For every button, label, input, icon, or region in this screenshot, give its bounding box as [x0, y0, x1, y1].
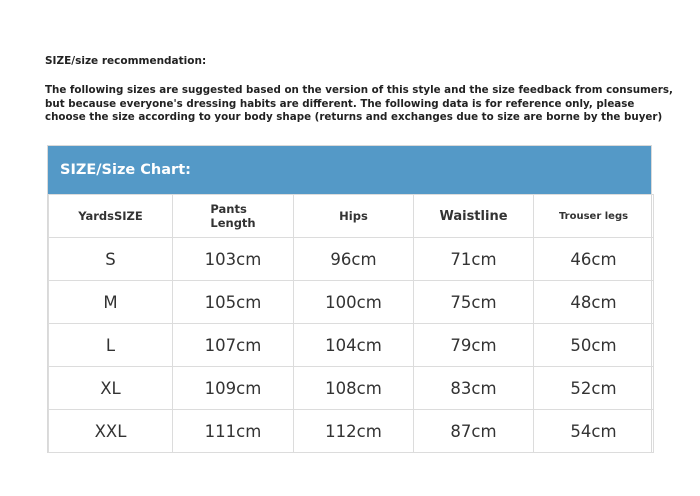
legs-cell: 52cm — [534, 367, 654, 410]
header-pants-length-line1: Pants — [210, 202, 247, 216]
waist-cell: 75cm — [414, 281, 534, 324]
size-cell: S — [49, 238, 173, 281]
table-row — [49, 410, 654, 453]
size-table — [48, 194, 654, 453]
header-size: YardsSIZE — [49, 195, 173, 238]
legs-cell: 48cm — [534, 281, 654, 324]
recommendation-line: choose the size according to your body shape (returns and exchanges due to size are borne by the buyer) — [45, 111, 663, 123]
legs-cell: 50cm — [534, 324, 654, 367]
recommendation-text — [45, 84, 673, 125]
length-cell: 109cm — [173, 367, 294, 410]
legs-cell: 54cm — [534, 410, 654, 453]
size-cell: XL — [49, 367, 173, 410]
header-hips: Hips — [294, 195, 414, 238]
length-cell: 103cm — [173, 238, 294, 281]
recommendation-line: but because everyone's dressing habits are different. The following data is for reference only, please — [45, 97, 635, 110]
header-pants-length-line2: Length — [210, 216, 256, 230]
waist-cell: 79cm — [414, 324, 534, 367]
size-cell: XXL — [49, 410, 173, 453]
length-cell: 111cm — [173, 410, 294, 453]
waist-cell: 83cm — [414, 367, 534, 410]
table-row — [49, 281, 654, 324]
table-row — [49, 324, 654, 367]
length-cell: 105cm — [173, 281, 294, 324]
hips-cell: 104cm — [294, 324, 414, 367]
hips-cell: 100cm — [294, 281, 414, 324]
size-chart — [47, 145, 652, 453]
recommendation-heading: SIZE/size recommendation: — [45, 55, 207, 67]
hips-cell: 108cm — [294, 367, 414, 410]
size-cell: M — [49, 281, 173, 324]
table-row — [49, 238, 654, 281]
waist-cell: 71cm — [414, 238, 534, 281]
recommendation-line: The following sizes are suggested based on the version of this style and the size feedback from consumers, — [45, 84, 673, 96]
hips-cell: 96cm — [294, 238, 414, 281]
table-row — [49, 367, 654, 410]
length-cell: 107cm — [173, 324, 294, 367]
table-header-row — [49, 195, 654, 238]
header-trouser-legs: Trouser legs — [534, 195, 654, 238]
hips-cell: 112cm — [294, 410, 414, 453]
header-pants-length — [173, 195, 294, 238]
legs-cell: 46cm — [534, 238, 654, 281]
waist-cell: 87cm — [414, 410, 534, 453]
size-cell: L — [49, 324, 173, 367]
size-chart-title: SIZE/Size Chart: — [48, 146, 651, 194]
header-waistline: Waistline — [414, 195, 534, 238]
